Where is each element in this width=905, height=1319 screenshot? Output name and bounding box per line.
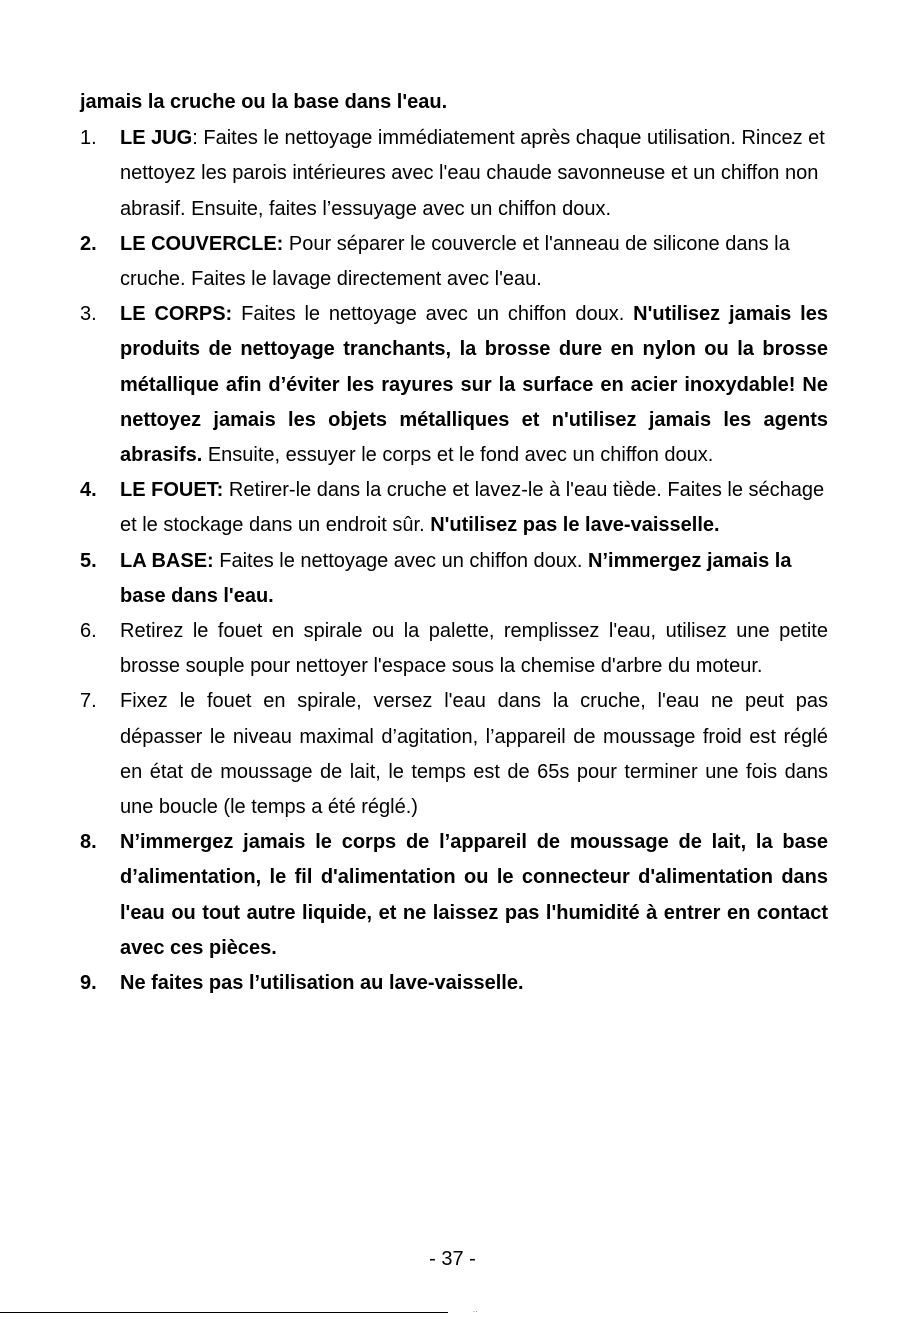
item-text: Faites le nettoyage immédiatement après chaque utilisation. Rincez et nettoyez les parois intérieures avec l'eau chaude savonneuse et un chiffon non abrasif. Ensuite, faites l’essuyage avec un chiffon doux. <box>120 127 825 220</box>
item-warning: N’immergez jamais le corps de l’appareil de moussage de lait, la base d’alimentation, le fil d'alimentation ou le connecteur d'alimentation dans l'eau ou tout autre liquide, et ne laissez pas l'humidité à entrer en contact avec ces pièces. <box>120 831 828 959</box>
intro-line: jamais la cruche ou la base dans l'eau. <box>80 91 448 113</box>
item-heading: LE COUVERCLE: <box>120 232 284 255</box>
item-text: Retirez le fouet en spirale ou la palette, remplissez l'eau, utilisez une petite brosse souple pour nettoyer l'espace sous la chemise d'arbre du moteur. <box>120 620 828 678</box>
list-item-3 <box>80 297 828 473</box>
list-item-1: 1. LE JUG: Faites le nettoyage immédiatement après chaque utilisation. Rincez et nettoyez les parois intérieures avec l'eau chaude savonneuse et un chiffon non abrasif. Ensuite, faites l’essuyage avec un chiffon doux. <box>80 121 828 227</box>
list-item-7 <box>80 684 828 825</box>
item-warning: N’immergez jamais la base dans l'eau. <box>120 549 792 607</box>
item-number: 1. <box>80 127 97 150</box>
item-number: 5. <box>80 549 97 572</box>
list-item-5 <box>80 544 828 614</box>
page-number: - 37 - <box>429 1248 476 1270</box>
item-heading: LA BASE: <box>120 549 214 572</box>
item-warning: N'utilisez pas le lave-vaisselle. <box>430 514 720 537</box>
item-number: 6. <box>80 620 97 643</box>
item-number: 2. <box>80 232 97 255</box>
list-item-6 <box>80 614 828 684</box>
item-text: Faites le nettoyage avec un chiffon doux. <box>213 549 589 572</box>
list-item-2 <box>80 227 828 297</box>
item-text: Pour séparer le couvercle et l'anneau de silicone dans la cruche. Faites le lavage directement avec l'eau. <box>120 232 790 291</box>
list-item-9 <box>80 966 828 1001</box>
item-number: 8. <box>80 831 97 854</box>
item-text: Faites le nettoyage avec un chiffon doux. <box>232 303 634 326</box>
footer-mark: ˙˙ <box>473 1310 479 1319</box>
item-warning: Ne faites pas l’utilisation au lave-vaisselle. <box>120 972 524 995</box>
footer-rule <box>0 1312 448 1313</box>
item-number: 3. <box>80 303 97 326</box>
item-text: Retirer-le dans la cruche et lavez-le à l'eau tiède. Faites le séchage et le stockage dans un endroit sûr. <box>120 479 825 537</box>
item-heading: LE JUG <box>120 127 193 150</box>
item-warning: N'utilisez jamais les produits de nettoyage tranchants, la brosse dure en nylon ou la brosse métallique afin d’éviter les rayures sur la surface en acier inoxydable! Ne nettoyez jamais les objets métalliques et n'utilisez jamais les agents abrasifs. <box>120 303 828 467</box>
item-text-tail: Ensuite, essuyer le corps et le fond avec un chiffon doux. <box>202 444 714 467</box>
item-heading: LE CORPS: <box>120 303 233 326</box>
list-item-4 <box>80 473 828 543</box>
item-number: 4. <box>80 479 97 502</box>
manual-page <box>80 85 828 1001</box>
list-item-8 <box>80 825 828 966</box>
item-text: Fixez le fouet en spirale, versez l'eau dans la cruche, l'eau ne peut pas dépasser le niveau maximal d’agitation, l’appareil de moussage froid est réglé en état de moussage de lait, le temps est de 65s pour terminer une fois dans une boucle (le temps a été réglé.) <box>120 690 828 819</box>
item-number: 9. <box>80 972 97 995</box>
item-number: 7. <box>80 690 97 713</box>
item-heading: LE FOUET: <box>120 479 224 502</box>
